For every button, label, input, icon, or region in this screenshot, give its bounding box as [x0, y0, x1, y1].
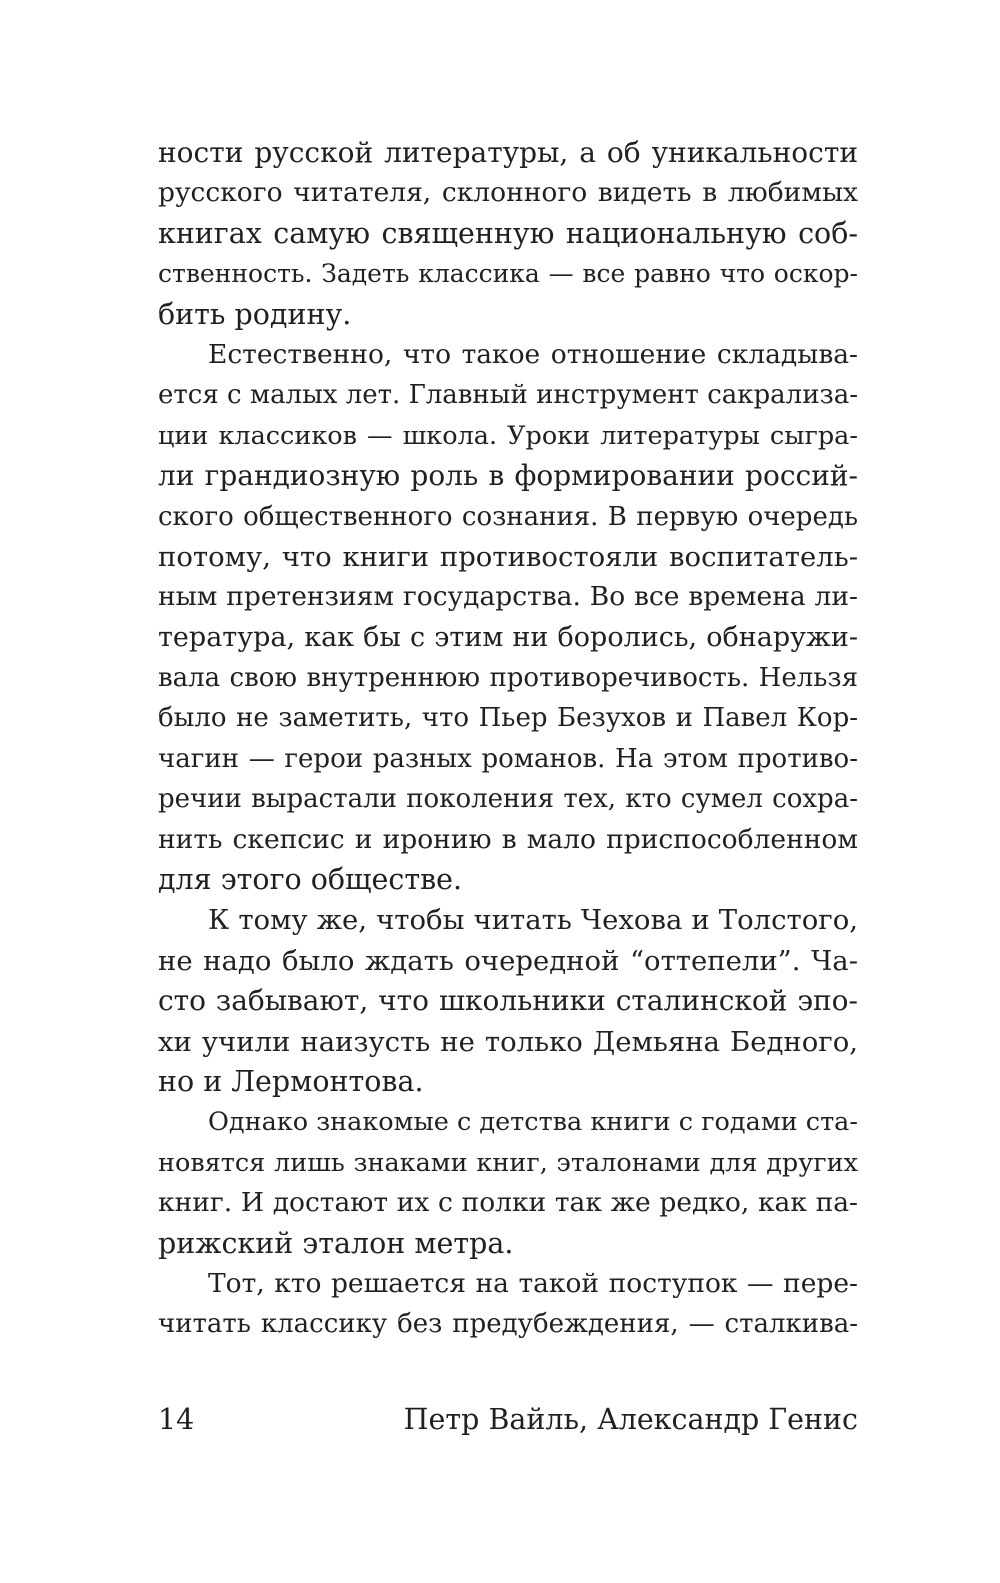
text-line: ным претензиям государства. Во все времена ли- — [158, 581, 858, 613]
text-line: бить родину. — [158, 297, 352, 331]
paragraph — [158, 1264, 858, 1345]
text-line: ности русской литературы, а об уникальности — [158, 136, 858, 169]
text-line: Естественно, что такое отношение складыва- — [208, 338, 858, 370]
text-line: чагин — герои разных романов. На этом противо- — [158, 743, 858, 774]
text-line: Тот, кто решается на такой поступок — пере- — [208, 1267, 858, 1299]
text-line: ского общественного сознания. В первую очередь — [158, 501, 858, 532]
text-line: новятся лишь знаками книг, эталонами для других — [158, 1147, 858, 1178]
text-line: ли грандиозную роль в формировании россий- — [158, 459, 858, 493]
running-author: Петр Вайль, Александр Генис — [403, 1403, 858, 1436]
text-line: но и Лермонтова. — [158, 1064, 424, 1098]
text-line: рижский эталон метра. — [158, 1226, 514, 1260]
text-line: К тому же, чтобы читать Чехова и Толстого, — [208, 904, 858, 937]
text-line: читать классику без предубеждения, — сталкива- — [158, 1309, 858, 1340]
text-line: ции классиков — школа. Уроки литературы сыгра- — [158, 420, 858, 451]
text-line: было не заметить, что Пьер Безухов и Павел Кор- — [158, 703, 858, 734]
text-line: сто забывают, что школьники сталинской эпо- — [158, 984, 858, 1018]
text-line: ственность. Задеть классика — все равно что оскор- — [158, 259, 858, 289]
text-line: речии вырастали поколения тех, кто сумел сохра- — [158, 784, 858, 815]
text-line: не надо было ждать очередной “оттепели”. Ча- — [158, 944, 858, 977]
page-number: 14 — [158, 1403, 195, 1436]
page-footer — [158, 1400, 858, 1440]
text-line: потому, что книги противостояли воспитатель- — [158, 540, 858, 573]
text-line: для этого обществе. — [158, 863, 463, 897]
text-line: книгах самую священную национальную соб- — [158, 216, 858, 250]
text-line: нить скепсис и иронию в мало приспособленном — [158, 823, 858, 855]
text-line: хи учили наизусть не только Демьяна Бедного, — [158, 1025, 858, 1058]
paragraph — [158, 900, 858, 1102]
paragraph — [158, 133, 858, 335]
paragraph — [158, 1102, 858, 1264]
text-line: Однако знакомые с детства книги с годами ста- — [208, 1107, 858, 1138]
text-line: вала свою внутреннюю противоречивость. Нельзя — [158, 663, 858, 694]
text-line: русского читателя, склонного видеть в любимых — [158, 177, 858, 209]
text-line: книг. И достают их с полки так же редко, как па- — [158, 1187, 858, 1219]
text-line: ется с малых лет. Главный инструмент сакрализа- — [158, 380, 858, 411]
paragraph — [158, 335, 858, 900]
page-body — [158, 133, 858, 1345]
text-line: тература, как бы с этим ни боролись, обнаружи- — [158, 621, 858, 653]
